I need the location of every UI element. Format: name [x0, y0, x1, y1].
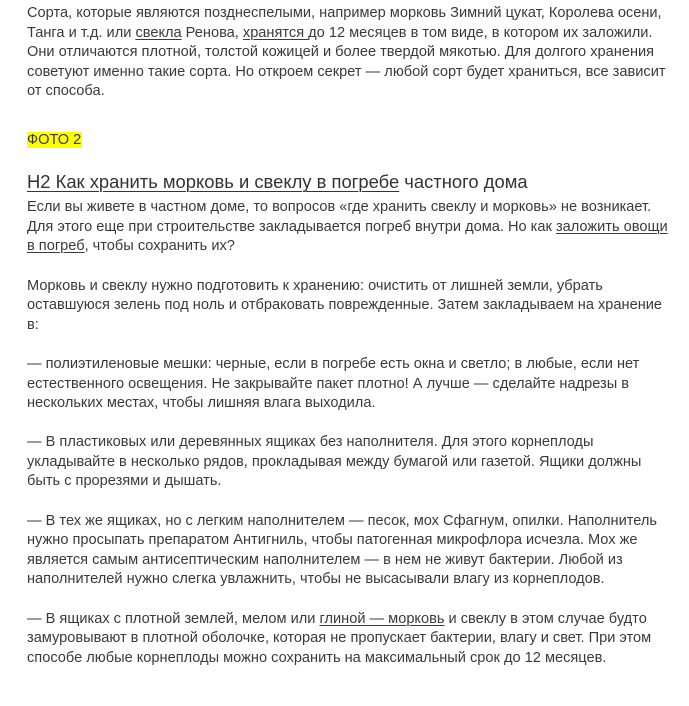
text-span: Сорта, которые являются позднеспелыми, например морковь Зимний цукат, Королева осени, Танга и т.д. или — [27, 5, 662, 41]
text-span: Ренова, — [181, 24, 243, 41]
section-heading — [27, 170, 669, 194]
text-span: и свеклу в этом случае будто замуровывают в плотной оболочке, которая не пропускает бактерии, влагу и свет. При этом способе любые корнеплоды можно сохранить на максимальный срок до 12 месяцев. — [27, 610, 652, 666]
spacer — [27, 590, 669, 610]
paragraph-preparation: Морковь и свеклу нужно подготовить к хранению: очистить от лишней земли, убрать оставшуюся зелень под ноль и отбраковать поврежденные. Затем закладываем на хранение в: — [27, 277, 663, 333]
link-glinoy-morkov[interactable]: глиной — морковь — [319, 610, 445, 627]
list-item-boxes: — В пластиковых или деревянных ящиках без наполнителя. Для этого корнеплоды укладывайте в несколько рядов, прокладывая между бумагой или газетой. Ящики должны быть с прорезями и дышать. — [27, 434, 642, 490]
text-span: , чтобы сохранить их? — [84, 238, 235, 255]
paragraph-private-house — [27, 198, 669, 257]
spacer — [27, 335, 669, 355]
spacer — [27, 257, 669, 277]
photo-placeholder-label — [27, 131, 669, 151]
heading-link[interactable]: H2 Как хранить морковь и свеклу в погребе — [27, 171, 400, 193]
spacer — [27, 414, 669, 434]
link-zalozhit-ovoshchi[interactable]: заложить овощи в погреб — [27, 218, 668, 255]
list-item-filler: — В тех же ящиках, но с легким наполнителем — песок, мох Сфагнум, опилки. Наполнитель нужно просыпать препаратом Антигниль, чтобы патогенная микрофлора исчезла. Мох же является самым антисептическим наполнителем — в нем не живут бактерии. Любой из наполнителей нужно слегка увлажнить, чтобы не высасывали влагу из корнеплодов. — [27, 512, 658, 588]
link-hranyatsya[interactable]: хранятся — [242, 24, 309, 41]
text-span: Если вы живете в частном доме, то вопросов «где хранить свеклу и морковь» не возникает. Для этого еще при строительстве закладывается погреб внутри дома. Но как — [27, 199, 652, 235]
link-svekla[interactable]: свекла — [135, 24, 182, 41]
spacer — [27, 102, 669, 122]
highlighted-photo-label: ФОТО 2 — [27, 131, 82, 148]
text-span: до 12 месяцев в том виде, в котором их заложили. Они отличаются плотной, толстой кожицей и более твердой мякотью. Для долгого хранения советуют именно такие сорта. Но откроем секрет — любой сорт будет храниться, все зависит от способа. — [27, 24, 666, 100]
paragraph-late-varieties — [27, 4, 669, 102]
text-span: — В ящиках с плотной землей, мелом или — [27, 610, 320, 627]
spacer — [27, 492, 669, 512]
list-item-bags: — полиэтиленовые мешки: черные, если в погребе есть окна и светло; в любые, если нет естественного освещения. Не закрывайте пакет плотно! А лучше — сделайте надрезы в нескольких местах, чтобы лишняя влага выходила. — [27, 355, 640, 412]
heading-rest: частного дома — [399, 171, 528, 193]
list-item-soil — [27, 610, 669, 669]
